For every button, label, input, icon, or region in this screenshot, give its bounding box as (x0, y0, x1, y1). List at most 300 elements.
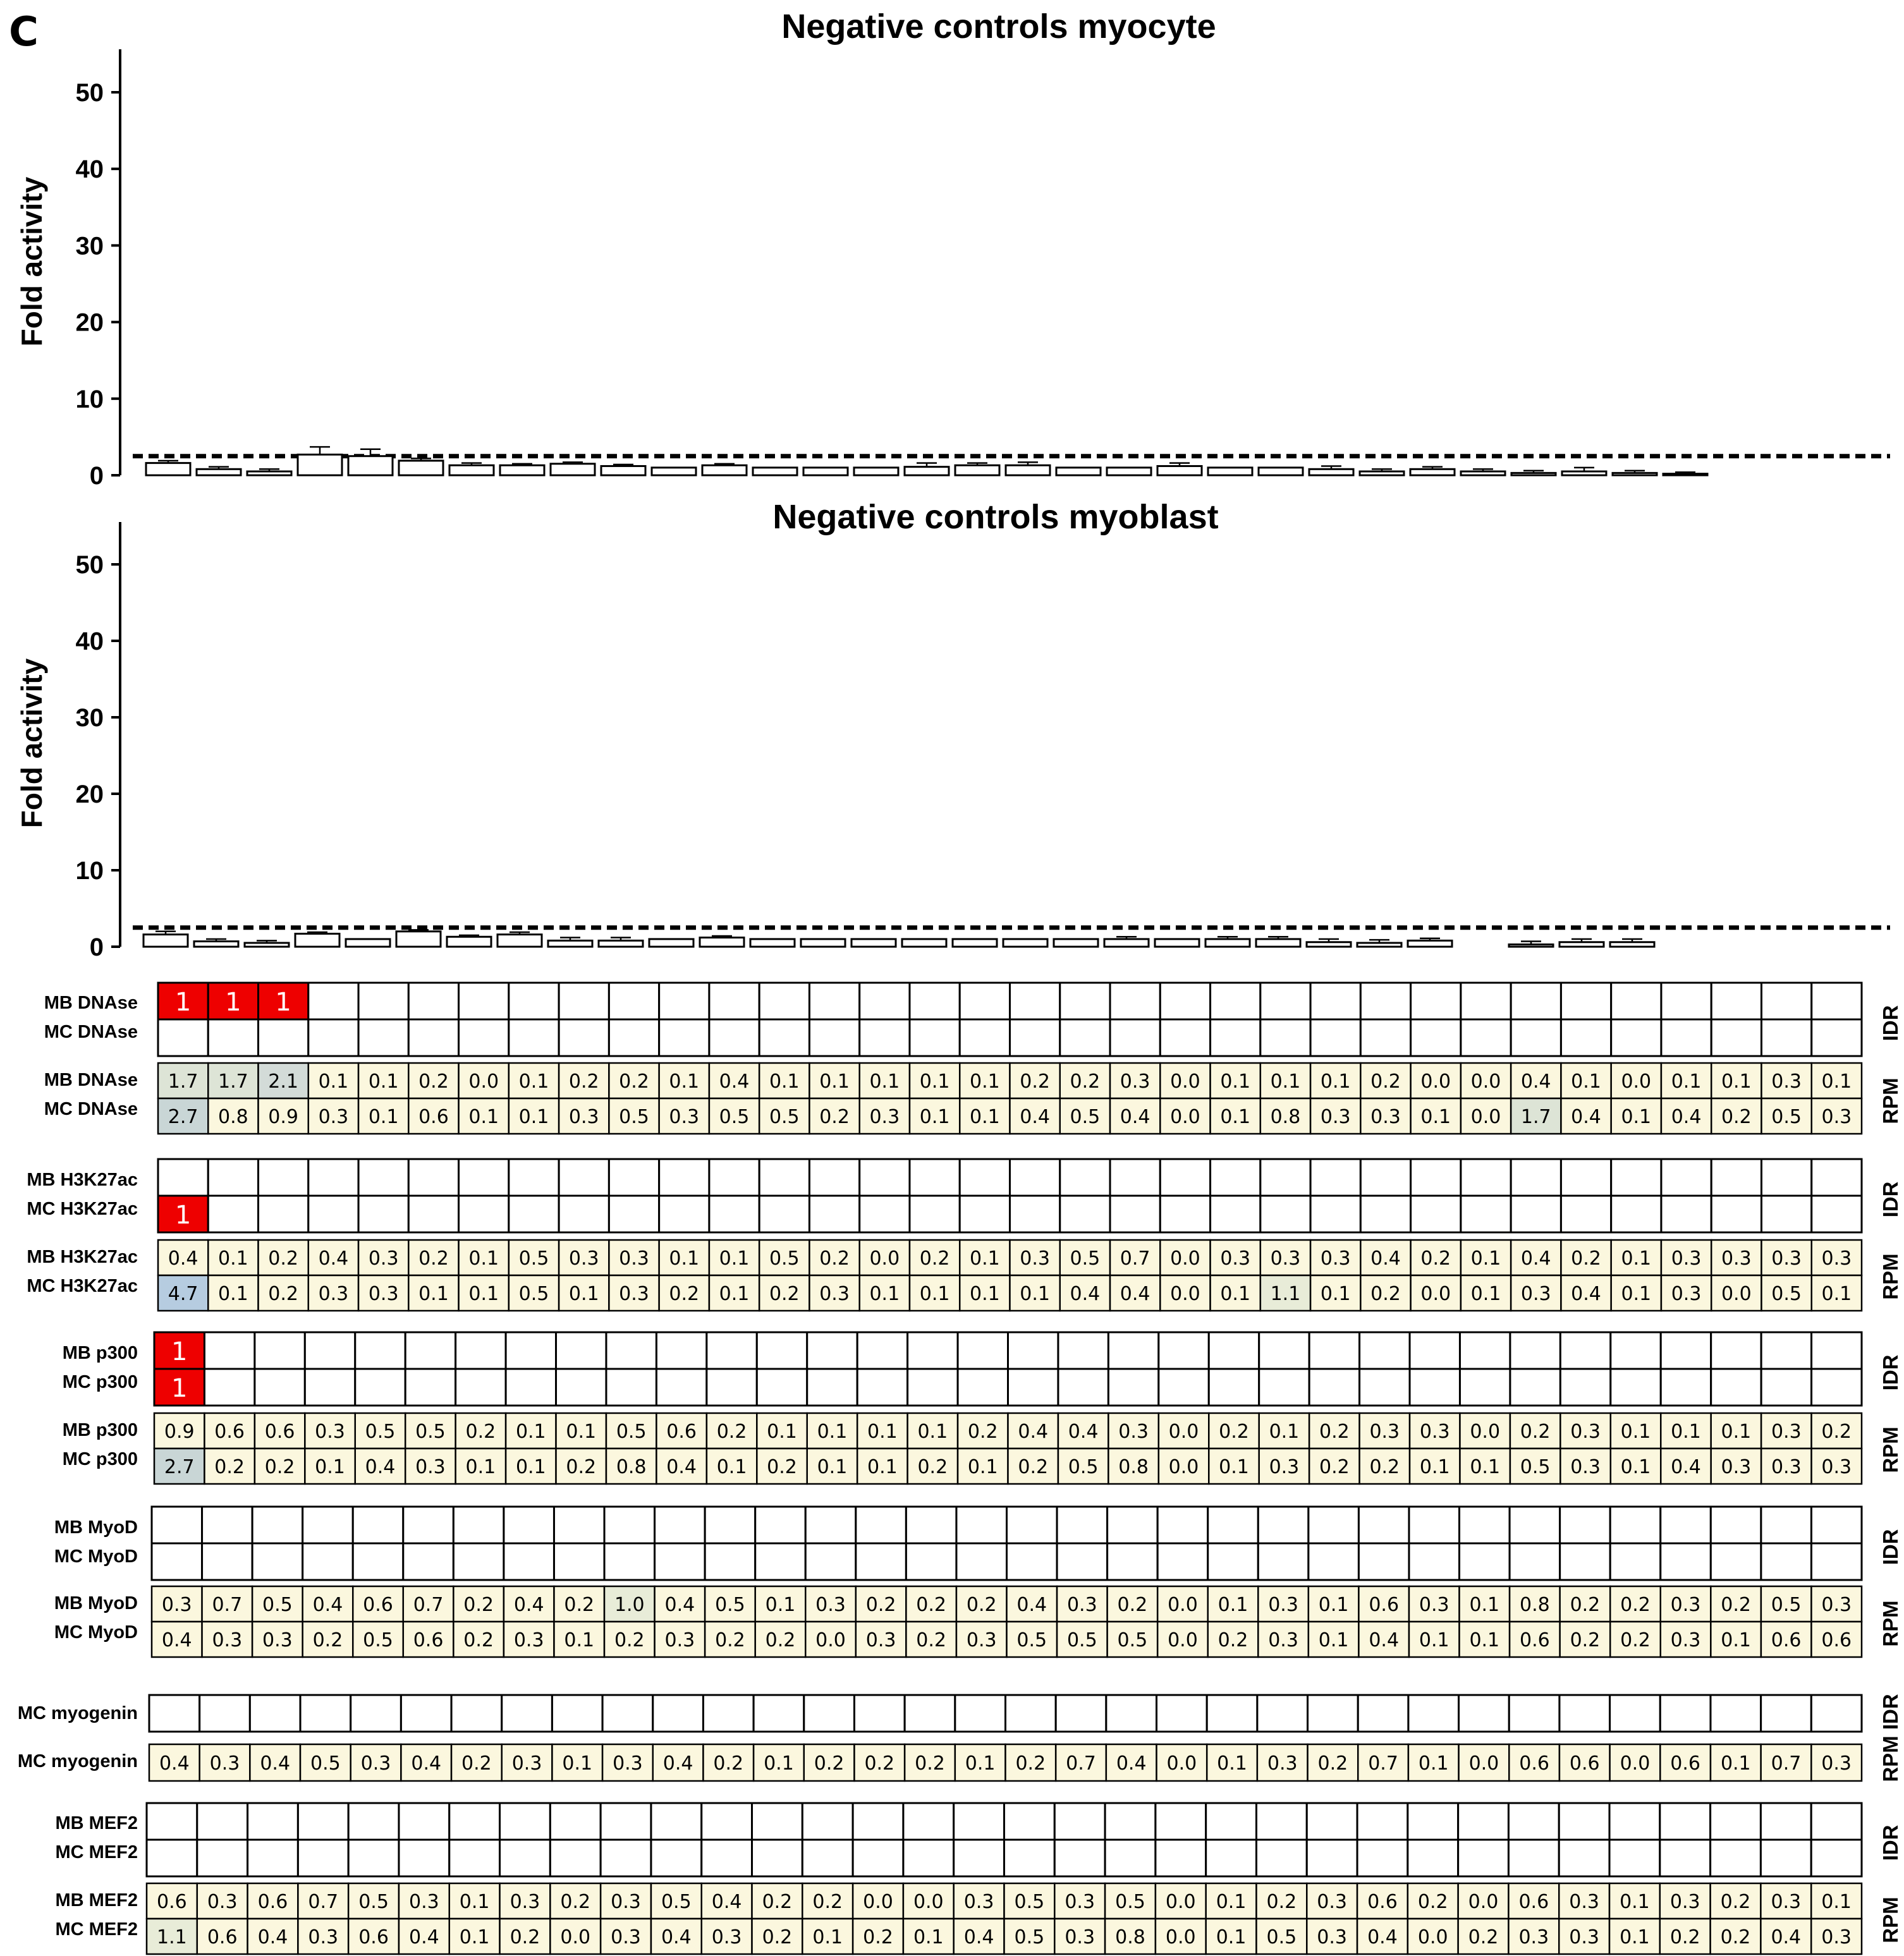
rpm-value: 0.3 (1570, 1456, 1601, 1478)
rpm-value: 0.6 (1821, 1629, 1852, 1651)
idr-cell (910, 1159, 960, 1196)
idr-cell (1661, 1019, 1711, 1056)
idr-cell (1711, 1507, 1761, 1543)
idr-cell (202, 1507, 253, 1543)
idr-cell (1208, 1507, 1259, 1543)
idr-cell (1007, 1543, 1058, 1580)
rpm-value: 0.4 (1369, 1629, 1400, 1651)
rpm-value: 0.3 (161, 1594, 192, 1616)
idr-cell (1611, 1332, 1661, 1369)
rpm-value: 0.1 (1469, 1594, 1500, 1616)
row-label: MB H3K27ac (27, 1170, 138, 1190)
rpm-value: 0.9 (268, 1106, 299, 1128)
rpm-value: 0.1 (1671, 1421, 1701, 1443)
rpm-value: 0.0 (560, 1926, 591, 1948)
rpm-value: 0.5 (616, 1421, 647, 1443)
idr-cell (908, 1332, 958, 1369)
idr-cell (1510, 1543, 1560, 1580)
idr-value: 1 (174, 988, 192, 1017)
rpm-value: 0.1 (1620, 1456, 1651, 1478)
idr-cell (1307, 1840, 1357, 1876)
idr-cell (1004, 1803, 1055, 1840)
rpm-value: 0.1 (919, 1106, 950, 1128)
idr-cell (259, 1196, 308, 1232)
idr-cell (1160, 1159, 1210, 1196)
rpm-value: 0.3 (1520, 1283, 1551, 1305)
row-label: MC MyoD (54, 1546, 138, 1567)
rpm-value: 0.8 (1118, 1456, 1149, 1478)
rpm-value: 0.2 (418, 1248, 449, 1270)
idr-cell (759, 1159, 809, 1196)
rpm-value: 0.2 (1420, 1248, 1451, 1270)
bar (803, 468, 848, 475)
bar (1155, 939, 1199, 947)
row-label: MC p300 (62, 1372, 138, 1392)
row-label: MC H3K27ac (27, 1199, 138, 1219)
idr-cell (1812, 1019, 1862, 1056)
rpm-value: 0.5 (1066, 1629, 1097, 1651)
idr-cell (1661, 1332, 1711, 1369)
bar (702, 465, 747, 475)
idr-cell (504, 1507, 554, 1543)
rpm-value: 0.1 (1620, 1926, 1650, 1948)
rpm-value: 0.7 (308, 1891, 339, 1913)
idr-cell (556, 1369, 606, 1406)
idr-cell (1260, 1196, 1310, 1232)
row-label: MC MEF2 (55, 1842, 138, 1862)
rpm-value: 0.2 (1219, 1421, 1249, 1443)
idr-cell (1610, 1543, 1661, 1580)
idr-cell (1711, 1332, 1761, 1369)
idr-cell (408, 1159, 458, 1196)
rpm-value: 0.0 (1168, 1456, 1199, 1478)
rpm-value: 0.2 (966, 1594, 997, 1616)
idr-cell (1711, 1019, 1761, 1056)
rpm-value: 1.0 (614, 1594, 645, 1616)
rpm-value: 4.7 (168, 1283, 198, 1305)
rpm-value: 0.1 (1571, 1071, 1601, 1093)
rpm-value: 0.1 (515, 1456, 546, 1478)
rpm-value: 0.3 (1066, 1594, 1097, 1616)
rpm-value: 0.1 (812, 1926, 843, 1948)
idr-cell (559, 983, 609, 1019)
rpm-value: 0.1 (669, 1071, 700, 1093)
rpm-value: 0.3 (1317, 1891, 1348, 1913)
idr-cell (1159, 1332, 1209, 1369)
rpm-value: 0.0 (1468, 1891, 1499, 1913)
idr-cell (158, 1159, 208, 1196)
rpm-value: 0.1 (468, 1106, 499, 1128)
idr-cell (802, 1803, 853, 1840)
rpm-value: 0.3 (511, 1753, 542, 1775)
idr-cell (1211, 1019, 1260, 1056)
idr-cell (659, 1159, 709, 1196)
idr-cell (308, 983, 358, 1019)
rpm-value: 0.1 (867, 1421, 898, 1443)
bar (1309, 469, 1353, 475)
idr-cell (1408, 1840, 1458, 1876)
rpm-value: 0.1 (1269, 1421, 1300, 1443)
idr-cell (1310, 1159, 1360, 1196)
idr-cell (1711, 1840, 1761, 1876)
idr-cell (903, 1840, 954, 1876)
rpm-value: 0.2 (762, 1926, 793, 1948)
rpm-value: 0.5 (1771, 1594, 1802, 1616)
row-label: MC myogenin (17, 1703, 138, 1723)
rpm-value: 0.1 (518, 1106, 549, 1128)
idr-cell (1660, 1840, 1711, 1876)
side-label-rpm: RPM (1879, 1078, 1902, 1124)
idr-cell (1411, 1019, 1461, 1056)
rpm-value: 0.3 (619, 1248, 649, 1270)
heatmap-group (54, 1507, 1902, 1657)
rpm-value: 0.4 (666, 1456, 697, 1478)
rpm-value: 0.3 (1721, 1248, 1752, 1270)
rpm-value: 0.4 (711, 1891, 742, 1913)
idr-cell (1461, 983, 1511, 1019)
chart-title: Negative controls myocyte (781, 8, 1216, 46)
idr-cell (1357, 1840, 1408, 1876)
rpm-value: 0.2 (1319, 1456, 1350, 1478)
rpm-value: 1.7 (168, 1071, 198, 1093)
rpm-value: 0.0 (468, 1071, 499, 1093)
idr-cell (1360, 1332, 1410, 1369)
rpm-value: 0.2 (312, 1629, 343, 1651)
idr-cell (1610, 1507, 1661, 1543)
idr-cell (1157, 1507, 1208, 1543)
side-label-idr: IDR (1879, 1529, 1902, 1565)
idr-cell (1761, 1507, 1812, 1543)
idr-cell (1010, 1019, 1060, 1056)
rpm-value: 0.1 (1320, 1071, 1351, 1093)
rpm-value: 0.0 (1170, 1106, 1200, 1128)
idr-cell (504, 1543, 554, 1580)
rpm-value: 0.0 (1170, 1248, 1200, 1270)
rpm-value: 0.5 (1117, 1629, 1148, 1651)
rpm-value: 0.4 (664, 1594, 695, 1616)
idr-cell (355, 1332, 405, 1369)
rpm-value: 0.2 (1721, 1106, 1752, 1128)
bar (548, 940, 592, 947)
idr-cell (1611, 1019, 1661, 1056)
idr-cell (1711, 1369, 1761, 1406)
idr-cell (1611, 1369, 1661, 1406)
rpm-value: 0.2 (1720, 1891, 1751, 1913)
idr-cell (259, 1019, 308, 1056)
idr-cell (300, 1695, 351, 1732)
rpm-value: 0.3 (1320, 1248, 1351, 1270)
rpm-value: 0.0 (1721, 1283, 1752, 1305)
rpm-value: 0.3 (568, 1106, 599, 1128)
idr-cell (208, 1019, 258, 1056)
rpm-value: 0.2 (1018, 1456, 1049, 1478)
rpm-value: 0.1 (869, 1071, 900, 1093)
side-label-rpm: RPM (1879, 1897, 1902, 1943)
rpm-value: 0.3 (1065, 1891, 1095, 1913)
rpm-value: 0.1 (1020, 1283, 1050, 1305)
idr-cell (1761, 983, 1811, 1019)
idr-cell (449, 1840, 500, 1876)
rpm-value: 0.3 (1670, 1629, 1701, 1651)
idr-cell (1160, 1196, 1210, 1232)
idr-cell (559, 1196, 609, 1232)
row-label: MC MyoD (54, 1622, 138, 1643)
bars (143, 930, 1654, 947)
idr-cell (707, 1332, 757, 1369)
idr-cell (1106, 1695, 1157, 1732)
rpm-value: 0.2 (566, 1456, 597, 1478)
idr-cell (255, 1369, 305, 1406)
idr-cell (408, 1196, 458, 1232)
bar (1663, 474, 1707, 475)
rpm-value: 0.5 (1014, 1926, 1045, 1948)
rpm-value: 0.4 (1571, 1283, 1601, 1305)
rpm-value: 0.1 (1620, 1421, 1651, 1443)
rpm-value: 0.7 (1120, 1248, 1150, 1270)
rpm-value: 0.2 (919, 1248, 950, 1270)
y-tick-label: 40 (75, 628, 104, 655)
rpm-value: 0.4 (1571, 1106, 1601, 1128)
idr-cell (1711, 1695, 1761, 1732)
rpm-value: 0.1 (1220, 1106, 1251, 1128)
rpm-value: 0.2 (669, 1283, 700, 1305)
idr-cell (204, 1369, 254, 1406)
rpm-value: 0.3 (1771, 1891, 1802, 1913)
bar (953, 939, 997, 947)
rpm-value: 0.3 (669, 1106, 700, 1128)
rpm-value: 0.4 (257, 1926, 288, 1948)
rpm-value: 0.2 (461, 1753, 492, 1775)
rpm-value: 0.6 (157, 1891, 187, 1913)
idr-cell (1511, 983, 1561, 1019)
rpm-value: 0.2 (1721, 1594, 1751, 1616)
idr-cell (1661, 1507, 1711, 1543)
rpm-value: 0.1 (518, 1071, 549, 1093)
rpm-value: 2.7 (164, 1456, 195, 1478)
rpm-value: 0.4 (260, 1753, 291, 1775)
rpm-value: 0.4 (1016, 1594, 1047, 1616)
bar (500, 465, 544, 475)
rpm-value: 0.1 (568, 1283, 599, 1305)
rpm-value: 0.1 (1418, 1753, 1449, 1775)
rpm-value: 0.3 (966, 1629, 997, 1651)
rpm-value: 0.4 (1116, 1753, 1147, 1775)
rpm-value: 0.3 (368, 1248, 399, 1270)
idr-cell (459, 1196, 509, 1232)
idr-cell (1411, 1159, 1461, 1196)
rpm-value: 0.3 (1419, 1594, 1449, 1616)
bar (346, 939, 390, 947)
rpm-value: 1.1 (1270, 1283, 1301, 1305)
bar (1205, 939, 1250, 947)
idr-cell (1160, 1019, 1210, 1056)
idr-cell (456, 1369, 506, 1406)
rpm-value: 0.2 (1520, 1421, 1551, 1443)
bar (649, 939, 693, 947)
idr-cell (1761, 1369, 1811, 1406)
rpm-value: 0.3 (1821, 1753, 1852, 1775)
rpm-value: 0.3 (308, 1926, 339, 1948)
idr-cell (602, 1695, 653, 1732)
idr-cell (550, 1803, 601, 1840)
bars (146, 447, 1707, 475)
rpm-value: 0.0 (869, 1248, 900, 1270)
rpm-value: 0.0 (1168, 1594, 1198, 1616)
idr-cell (1812, 1369, 1862, 1406)
idr-cell (1310, 983, 1360, 1019)
rpm-value: 0.3 (1065, 1926, 1095, 1948)
rpm-value: 0.3 (209, 1753, 240, 1775)
idr-cell (449, 1803, 500, 1840)
rpm-value: 0.6 (1520, 1629, 1550, 1651)
rpm-value: 0.1 (1318, 1629, 1349, 1651)
idr-cell (1511, 1159, 1561, 1196)
rpm-value: 0.2 (1370, 1071, 1401, 1093)
row-label: MC DNAse (44, 1022, 138, 1042)
idr-cell (804, 1695, 855, 1732)
bar (652, 468, 696, 475)
rpm-value: 0.1 (1721, 1629, 1751, 1651)
rpm-value: 0.1 (1671, 1071, 1702, 1093)
rpm-value: 0.4 (1520, 1248, 1551, 1270)
rpm-value: 0.4 (168, 1248, 198, 1270)
bar (1613, 473, 1657, 475)
idr-cell (1260, 1019, 1310, 1056)
rpm-value: 0.1 (564, 1629, 595, 1651)
rpm-value: 0.0 (1165, 1926, 1196, 1948)
bar (197, 469, 241, 475)
rpm-value: 0.1 (1470, 1248, 1501, 1270)
y-tick-label: 30 (75, 232, 104, 260)
rpm-value: 0.6 (1670, 1753, 1700, 1775)
rpm-value: 0.2 (1571, 1248, 1601, 1270)
rpm-value: 0.2 (1020, 1071, 1050, 1093)
rpm-value: 0.2 (1117, 1594, 1148, 1616)
rpm-value: 0.0 (1470, 1106, 1501, 1128)
idr-cell (358, 1196, 408, 1232)
rpm-value: 0.3 (1317, 1926, 1348, 1948)
rpm-value: 0.5 (1016, 1629, 1047, 1651)
idr-cell (853, 1803, 903, 1840)
heatmap-group (18, 1694, 1902, 1782)
bar (1256, 939, 1300, 947)
bar (601, 466, 645, 475)
rpm-value: 0.6 (1367, 1891, 1398, 1913)
bar (348, 456, 393, 475)
idr-cell (1054, 1803, 1105, 1840)
idr-cell (1360, 1159, 1410, 1196)
bar (399, 461, 443, 475)
rpm-value: 0.3 (1268, 1629, 1298, 1651)
idr-cell (809, 983, 859, 1019)
idr-cell (1508, 1840, 1559, 1876)
idr-cell (910, 1019, 960, 1056)
idr-cell (1510, 1332, 1560, 1369)
rpm-value: 0.4 (1367, 1926, 1398, 1948)
heatmap-group (27, 1159, 1902, 1311)
rpm-value: 0.6 (363, 1594, 393, 1616)
bar (905, 467, 949, 475)
rpm-value: 0.7 (1771, 1753, 1802, 1775)
rpm-value: 0.3 (1821, 1248, 1852, 1270)
row-label: MB H3K27ac (27, 1247, 138, 1267)
rpm-value: 0.1 (1721, 1421, 1752, 1443)
rpm-value: 0.1 (970, 1283, 1000, 1305)
idr-cell (1811, 1803, 1862, 1840)
idr-cell (1108, 1543, 1158, 1580)
idr-cell (1110, 1196, 1160, 1232)
idr-cell (903, 1803, 954, 1840)
idr-cell (202, 1543, 253, 1580)
idr-cell (147, 1803, 197, 1840)
idr-cell (860, 1159, 910, 1196)
side-label-idr: IDR (1879, 1005, 1902, 1042)
idr-cell (1358, 1507, 1409, 1543)
rpm-value: 0.1 (1821, 1283, 1852, 1305)
rpm-value: 0.3 (611, 1926, 641, 1948)
bar (1107, 468, 1151, 475)
rpm-value: 0.0 (1620, 1753, 1651, 1775)
idr-cell (348, 1803, 399, 1840)
idr-cell (208, 1159, 258, 1196)
rpm-value: 0.6 (1518, 1891, 1549, 1913)
idr-cell (1310, 1019, 1360, 1056)
idr-cell (754, 1695, 804, 1732)
bar (1208, 468, 1252, 475)
idr-cell (1660, 1695, 1711, 1732)
idr-cell (857, 1332, 907, 1369)
idr-cell (759, 983, 809, 1019)
idr-cell (960, 1019, 1010, 1056)
rpm-value: 2.7 (168, 1106, 198, 1128)
idr-cell (1157, 1543, 1208, 1580)
bar (396, 932, 441, 947)
rpm-value: 0.5 (1014, 1891, 1045, 1913)
rpm-value: 0.4 (719, 1071, 750, 1093)
idr-cell (802, 1840, 853, 1876)
idr-cell (609, 983, 659, 1019)
idr-cell (509, 1019, 559, 1056)
idr-cell (351, 1695, 401, 1732)
idr-cell (152, 1507, 202, 1543)
idr-cell (1410, 1332, 1460, 1369)
bar (146, 463, 190, 475)
bar (1610, 942, 1654, 947)
rpm-value: 0.5 (1266, 1926, 1297, 1948)
rpm-value: 2.1 (268, 1071, 299, 1093)
rpm-value: 0.0 (815, 1629, 846, 1651)
rpm-value: 0.2 (560, 1891, 591, 1913)
rpm-value: 0.1 (819, 1071, 850, 1093)
idr-cell (1206, 1803, 1257, 1840)
rpm-value: 0.1 (817, 1456, 848, 1478)
rpm-value: 0.1 (468, 1283, 499, 1305)
rpm-value: 0.1 (1621, 1283, 1652, 1305)
idr-cell (147, 1840, 197, 1876)
y-tick-label: 0 (89, 933, 104, 961)
idr-cell (1409, 1507, 1460, 1543)
bar (753, 468, 797, 475)
bar (194, 942, 238, 947)
idr-cell (856, 1543, 906, 1580)
idr-cell (1209, 1332, 1259, 1369)
rpm-value: 0.1 (1220, 1283, 1251, 1305)
idr-cell (1060, 1019, 1110, 1056)
idr-cell (208, 1196, 258, 1232)
rpm-value: 0.0 (1417, 1926, 1448, 1948)
rpm-value: 0.2 (214, 1456, 245, 1478)
rpm-value: 0.1 (1216, 1926, 1247, 1948)
